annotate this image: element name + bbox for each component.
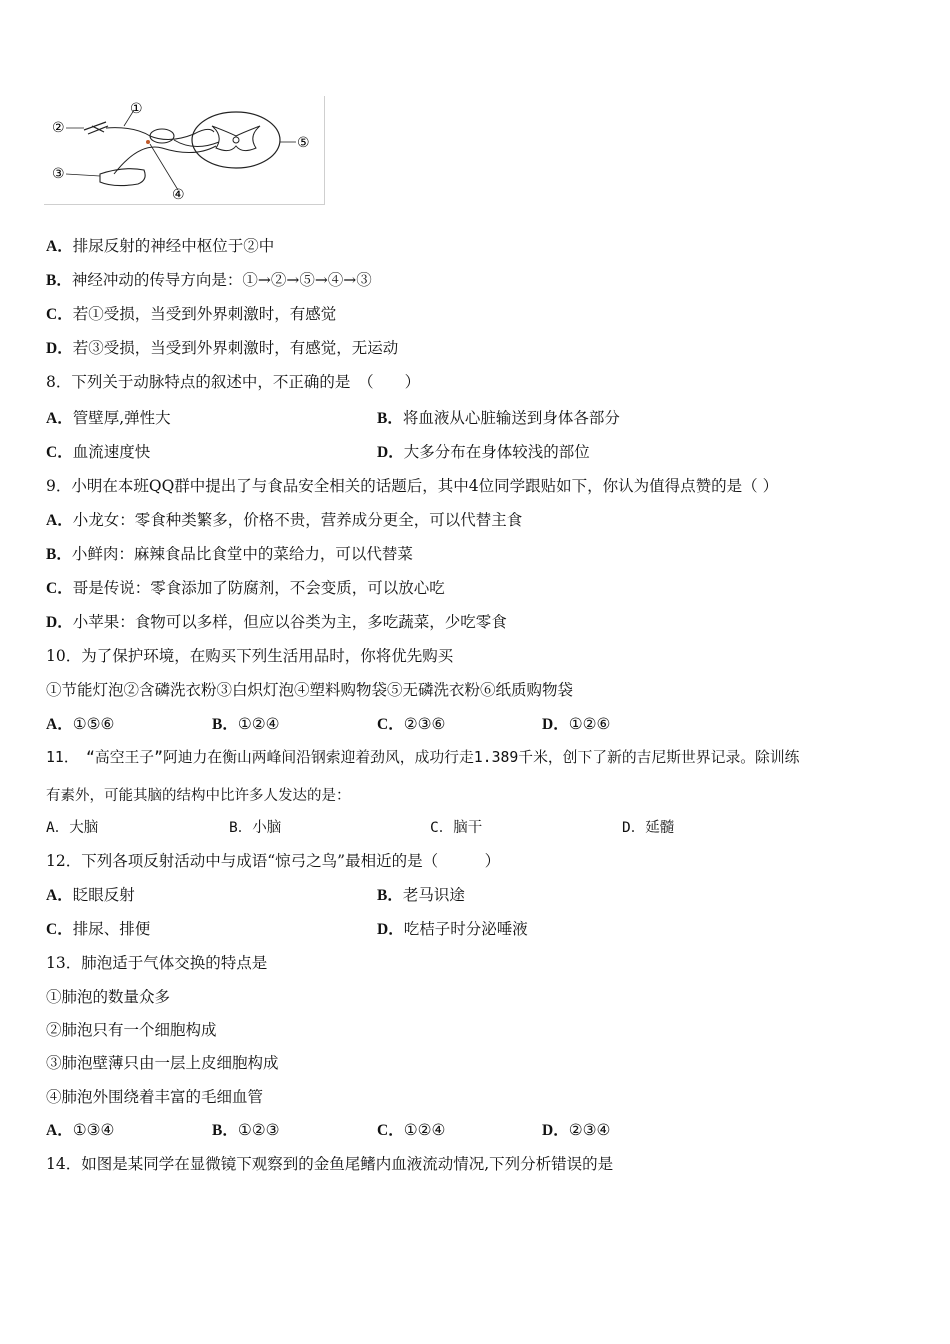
efferent-nerve [114,146,216,174]
q13-item-1: ①肺泡的数量众多 [46,988,171,1006]
q8-option-a: A．管壁厚,弹性大 [46,409,171,427]
q10-option-c: C．②③⑥ [377,715,446,733]
q9-stem: 9．小明在本班QQ群中提出了与食品安全相关的话题后，其中4位同学跟贴如下，你认为值得点赞的是（ ） [46,477,779,495]
q9-option-d: D．小苹果：食物可以多样，但应以谷类为主，多吃蔬菜，少吃零食 [46,613,507,631]
q7-option-d: D．若③受损，当受到外界刺激时，有感觉，无运动 [46,339,399,357]
q8-stem: 8．下列关于动脉特点的叙述中，不正确的是 （ ） [46,373,421,391]
q9-option-b: B．小鲜肉：麻辣食品比食堂中的菜给力，可以代替菜 [46,545,413,563]
q11-stem-line2: 有素外，可能其脑的结构中比许多人发达的是： [46,788,351,804]
q11-stem-line1: 11． “高空王子”阿迪力在衡山两峰间沿钢索迎着劲风，成功行走1.389千米，创下了新的吉尼斯世界记录。除训练 [46,749,800,766]
q8-option-b: B．将血液从心脏输送到身体各部分 [377,409,620,427]
q14-stem: 14．如图是某同学在显微镜下观察到的金鱼尾鳍内血液流动情况,下列分析错误的是 [46,1155,614,1173]
label-2: ② [52,120,65,136]
reflex-arc-diagram [44,96,324,204]
q13-option-b: B．①②③ [212,1121,280,1139]
q7-option-c: C．若①受损，当受到外界刺激时，有感觉 [46,305,337,323]
reflex-arc-figure [44,96,325,205]
q13-item-2: ②肺泡只有一个细胞构成 [46,1021,217,1039]
q11-option-b: B．小脑 [229,820,282,836]
q9-option-c: C．哥是传说：零食添加了防腐剂，不会变质，可以放心吃 [46,579,445,597]
q13-item-3: ③肺泡壁薄只由一层上皮细胞构成 [46,1054,279,1072]
label-4: ④ [172,187,185,203]
q10-option-b: B．①②④ [212,715,280,733]
q11-option-a: A．大脑 [46,820,99,836]
ganglion [150,129,174,143]
q9-option-a: A．小龙女：零食种类繁多，价格不贵，营养成分更全，可以代替主食 [46,511,523,529]
q13-option-c: C．①②④ [377,1121,446,1139]
q7-option-b: B．神经冲动的传导方向是：①→②→⑤→④→③ [46,271,372,289]
gray-matter [212,126,260,151]
q10-option-d: D．①②⑥ [542,715,611,733]
q13-stem: 13．肺泡适于气体交换的特点是 [46,954,268,972]
q12-option-c: C．排尿、排便 [46,920,151,938]
q13-item-4: ④肺泡外围绕着丰富的毛细血管 [46,1088,264,1106]
q11-option-c: C．脑干 [430,820,483,836]
q7-option-a: A．排尿反射的神经中枢位于②中 [46,237,275,255]
q13-option-d: D．②③④ [542,1121,611,1139]
receptor [84,122,108,134]
label-1: ① [130,101,143,117]
label-3: ③ [52,166,65,182]
q13-option-a: A．①③④ [46,1121,115,1139]
q12-option-a: A．眨眼反射 [46,886,135,904]
effector [100,169,145,186]
q8-option-c: C．血流速度快 [46,443,151,461]
q12-option-b: B．老马识途 [377,886,465,904]
label-5: ⑤ [297,135,310,151]
q8-option-d: D．大多分布在身体较浅的部位 [377,443,590,461]
central-canal [233,137,239,143]
q11-option-d: D．延髓 [622,820,675,836]
q12-option-d: D．吃桔子时分泌唾液 [377,920,528,938]
q10-stem: 10．为了保护环境，在购买下列生活用品时，你将优先购买 [46,647,454,665]
q10-option-a: A．①⑤⑥ [46,715,115,733]
q12-stem: 12．下列各项反射活动中与成语“惊弓之鸟”最相近的是（ ） [46,852,501,870]
q10-items: ①节能灯泡②含磷洗衣粉③白炽灯泡④塑料购物袋⑤无磷洗衣粉⑥纸质购物袋 [46,681,574,699]
spinal-cord [192,112,280,168]
